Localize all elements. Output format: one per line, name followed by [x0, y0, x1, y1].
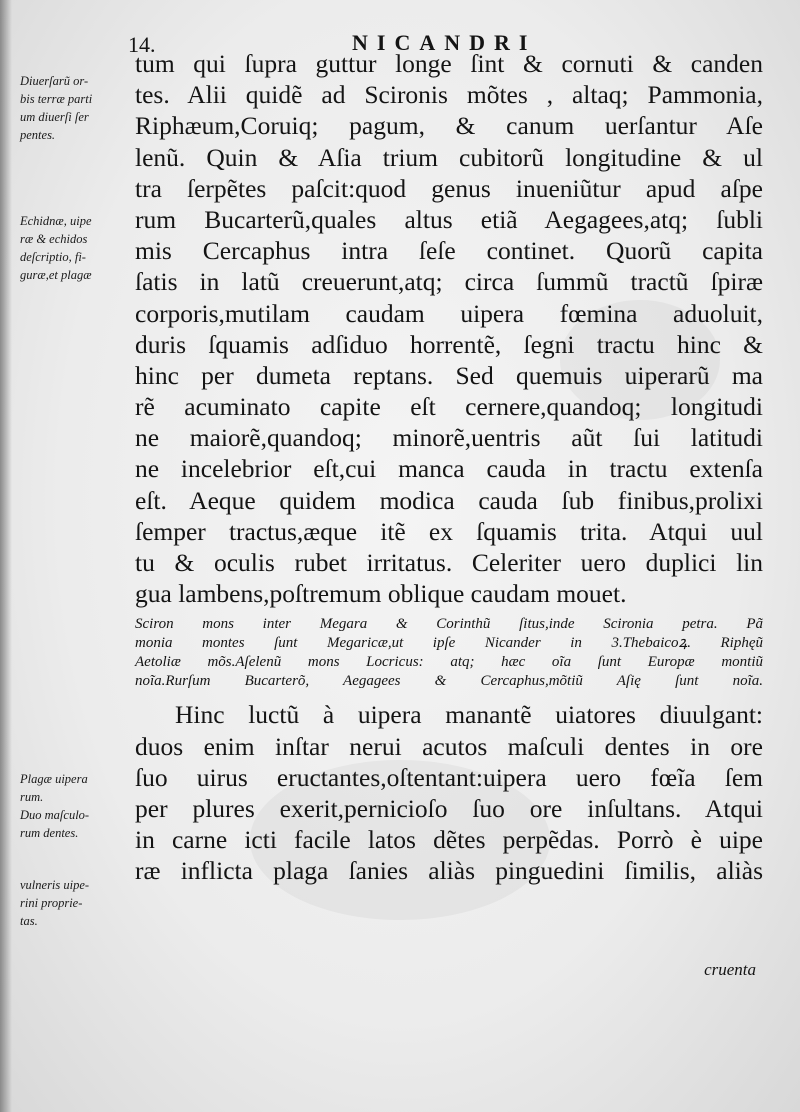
- text-line: Riphæum,Coruiq; pagum, & canum uerſantur Aſe: [135, 111, 763, 141]
- text-line: mis Cercaphus intra ſeſe continet. Quorũ capita: [135, 236, 763, 266]
- text-line: eſt. Aeque quidem modica cauda ſub finibus,prolixi: [135, 485, 763, 515]
- margin-note-line: vulneris uipe-: [20, 878, 90, 892]
- margin-note-line: Plagæ uipera: [20, 772, 88, 786]
- margin-note-line: Duo maſculo-: [20, 808, 90, 822]
- binding-shadow: [0, 0, 12, 1112]
- margin-note-line: rum dentes.: [20, 826, 79, 840]
- margin-note: [20, 72, 130, 144]
- annotation-line: noĩa.Rurſum Bucarterõ, Aegagees & Cercaphus,mõtiũ Aſię ſunt noĩa.: [135, 673, 763, 690]
- margin-note-line: rum.: [20, 790, 44, 804]
- text-line: corporis,mutilam caudam uipera fœmina aduoluit,: [135, 298, 763, 328]
- text-line: ne incelebrior eſt,cui manca cauda in tractu extenſa: [135, 454, 763, 484]
- annotation-line: Aetoliæ mõs.Aſelenũ mons Locricus: atq; hæc oĩa ſunt Europæ montiũ: [135, 654, 763, 671]
- text-line: tum qui ſupra guttur longe ſint & cornuti & canden: [135, 49, 763, 78]
- margin-note-line: pentes.: [20, 128, 56, 142]
- margin-note-line: bis terræ parti: [20, 92, 93, 106]
- page-number: 14.: [128, 32, 156, 57]
- margin-note: [20, 212, 130, 284]
- annotation-block: [135, 615, 763, 691]
- main-text-block: [135, 48, 763, 887]
- margin-note-line: rini proprie-: [20, 896, 83, 910]
- annotation-line: Sciron mons inter Megara & Corinthũ ſitus,inde Scironia petra. Pã: [135, 616, 763, 633]
- text-line: rẽ acuminato capite eſt cernere,quandoq; longitudi: [135, 392, 763, 422]
- text-line: duos enim inſtar nerui acutos maſculi dentes in ore: [135, 731, 763, 761]
- margin-note: [20, 876, 130, 930]
- margin-note-line: um diuerſi ſer: [20, 110, 89, 124]
- margin-note-line: guræ,et plagæ: [20, 268, 92, 282]
- margin-note-line: Echidnæ, uipe: [20, 214, 92, 228]
- text-line: Hinc luctũ à uipera manantẽ uiatores diuulgant:: [175, 700, 763, 730]
- margin-note: [20, 770, 130, 842]
- text-line: ſatis in latũ creuerunt,atq; circa ſummũ tractũ ſpiræ: [135, 267, 763, 297]
- text-line: tra ſerpẽtes paſcit:quod genus inueniũtur apud aſpe: [135, 173, 763, 203]
- running-head: NICANDRI: [352, 30, 537, 55]
- text-line: gua lambens,poſtremum oblique caudam mouet.: [135, 579, 627, 609]
- margin-note-line: ræ & echidos: [20, 232, 88, 246]
- text-line: rum Bucarterũ,quales altus etiã Aegagees,atq; ſubli: [135, 204, 763, 234]
- text-line: in carne icti facile latos dẽtes perpẽdas. Porrò è uipe: [135, 825, 763, 855]
- text-line: tu & oculis rubet irritatus. Celeriter uero duplici lin: [135, 548, 763, 577]
- text-line: ſemper tractus,æque itẽ ex ſquamis trita. Atqui uul: [135, 516, 763, 546]
- margin-note-line: tas.: [20, 914, 38, 928]
- text-line: ne maiorẽ,quandoq; minorẽ,uentris aũt ſui latitudi: [135, 423, 763, 453]
- text-line: hinc per dumeta reptans. Sed quemuis uiperarũ ma: [135, 360, 763, 390]
- annotation-line: monia montes ſunt Megaricæ,ut ipſe Nicander in 3.Thebaicoꝝ. Riphęũ: [135, 635, 763, 652]
- margin-note-line: deſcriptio, fi-: [20, 250, 86, 264]
- text-line: tes. Alii quidẽ ad Scironis mõtes , altaq; Pammonia,: [135, 80, 763, 110]
- margin-note-line: Diuerſarũ or-: [20, 74, 89, 88]
- catchword: cruenta: [704, 960, 756, 979]
- text-line: duris ſquamis adſiduo horrentẽ, ſegni tractu hinc &: [135, 329, 763, 359]
- text-line: per plures exerit,pernicioſo ſuo ore inſultans. Atqui: [135, 793, 763, 823]
- text-line: ſuo uirus eructantes,oſtentant:uipera uero fœĩa ſem: [135, 762, 763, 792]
- text-line: ræ inflicta plaga ſanies aliàs pinguedini ſimilis, aliàs: [135, 856, 763, 886]
- text-line: lenũ. Quin & Aſia trium cubitorũ longitudine & ul: [135, 142, 763, 172]
